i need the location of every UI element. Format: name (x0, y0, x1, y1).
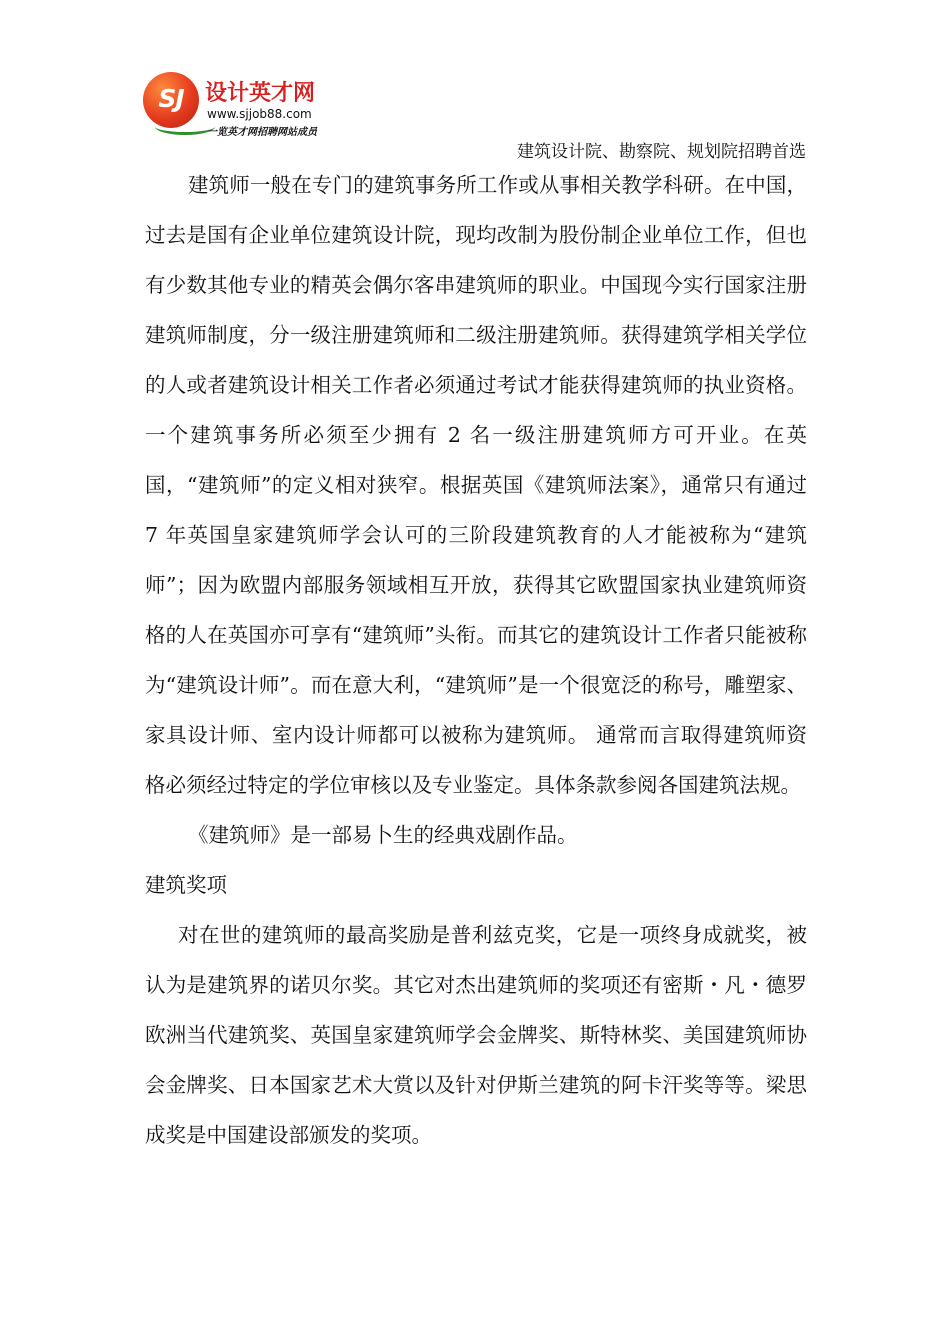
paragraph-architecture-awards: 对在世的建筑师的最高奖励是普利兹克奖，它是一项终身成就奖，被认为是建筑界的诺贝尔奖。其它对杰出建筑师的奖项还有密斯・凡・德罗欧洲当代建筑奖、英国皇家建筑师学会金牌奖、斯特林奖、美国建筑师协会金牌奖、日本国家艺术大赏以及针对伊斯兰建筑的阿卡汗奖等等。梁思成奖是中国建设部颁发的奖项。 (145, 923, 807, 1147)
site-url: www.sjjob88.com (207, 107, 312, 121)
logo-mark-text: SJ (158, 84, 184, 113)
section-heading-awards: 建筑奖项 (145, 873, 227, 897)
header-slogan: 建筑设计院、勘察院、规划院招聘首选 (517, 142, 806, 162)
paragraph-architect-profession: 建筑师一般在专门的建筑事务所工作或从事相关教学科研。在中国，过去是国有企业单位建筑设计院，现均改制为股份制企业单位工作，但也有少数其他专业的精英会偶尔客串建筑师的职业。中国现今实行国家注册建筑师制度，分一级注册建筑师和二级注册建筑师。获得建筑学相关学位的人或者建筑设计相关工作者必须通过考试才能获得建筑师的执业资格。一个建筑事务所必须至少拥有 2 名一级注册建筑师方可开业。在英国，“建筑师”的定义相对狭窄。根据英国《建筑师法案》，通常只有通过 7 年英国皇家建筑师学会认可的三阶段建筑教育的人才能被称为“建筑师”；因为欧盟内部服务领域相互开放，获得其它欧盟国家执业建筑师资格的人在英国亦可享有“建筑师”头衔。而其它的建筑设计工作者只能被称为“建筑设计师”。而在意大利，“建筑师”是一个很宽泛的称号，雕塑家、家具设计师、室内设计师都可以被称为建筑师。 通常而言取得建筑师资格必须经过特定的学位审核以及专业鉴定。具体条款参阅各国建筑法规。 (145, 173, 807, 797)
site-logo[interactable] (143, 70, 373, 140)
brand-name: 设计英才网 (205, 81, 316, 106)
paragraph-ibsen-play: 《建筑师》是一部易卜生的经典戏剧作品。 (188, 823, 578, 847)
logo-tagline: 一览英才网招聘网站成员 (207, 127, 317, 138)
logo-swoosh (155, 118, 215, 135)
document-body (145, 160, 807, 1160)
